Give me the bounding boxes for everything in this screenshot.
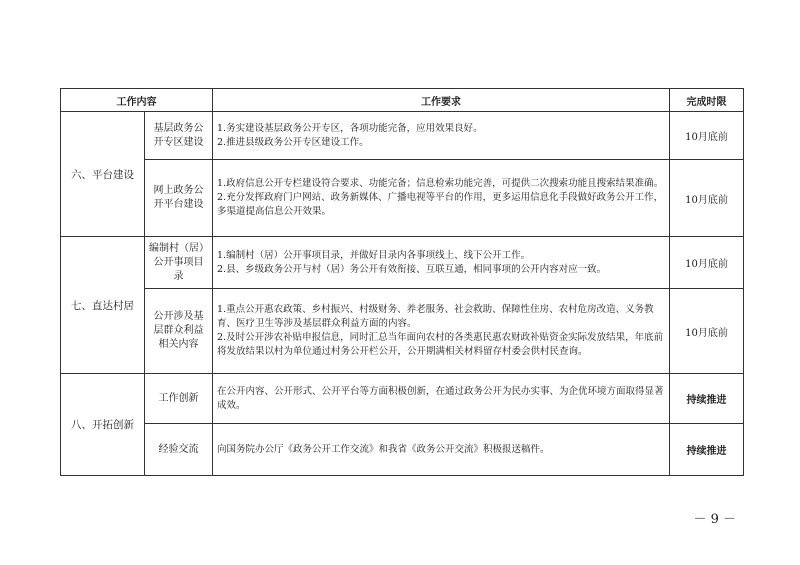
deadline-cell: 10月底前: [670, 237, 744, 289]
requirement-item: 向国务院办公厅《政务公开工作交流》和我省《政务公开交流》积极报送稿件。: [217, 443, 550, 455]
subcategory-line: 相关内容: [158, 339, 199, 350]
table-row: [61, 237, 744, 289]
header-deadline: 完成时限: [670, 89, 744, 112]
requirement-cell: [213, 160, 670, 237]
subcategory-line: 录: [173, 270, 184, 282]
subcategory-line: 层群众利益: [153, 325, 204, 336]
subcategory-cell: [145, 112, 213, 160]
table-row: [61, 424, 744, 476]
requirement-cell: [213, 289, 670, 374]
category-cell: 八、开拓创新: [61, 374, 145, 476]
category-cell: 七、直达村居: [61, 237, 145, 374]
table-row: [61, 112, 744, 160]
requirement-item: 在公开内容、公开形式、公开平台等方面积极创新，在通过政务公开为民办实事、为企优环境方面取得显著成效。: [217, 385, 664, 411]
requirement-item: 1.编制村（居）公开事项目录，并做好目录内各事项线上、线下公开工作。: [217, 249, 531, 261]
deadline-cell: 10月底前: [670, 112, 744, 160]
page-number: － 9 －: [693, 512, 736, 527]
subcategory-cell: [145, 237, 213, 289]
deadline-cell: 持续推进: [670, 374, 744, 424]
subcategory-cell: [145, 160, 213, 237]
subcategory-line: 开平台建设: [153, 199, 204, 210]
subcategory-cell: [145, 374, 213, 424]
requirement-item: 2.推进县级政务公开专区建设工作。: [217, 136, 369, 148]
deadline-cell: 10月底前: [670, 160, 744, 237]
table-row: [61, 289, 744, 374]
requirement-item: 1.务实建设基层政务公开专区，各项功能完备，应用效果良好。: [217, 122, 483, 134]
table-row: [61, 160, 744, 237]
requirement-item: 2.充分发挥政府门户网站、政务新媒体、广播电视等平台的作用，更多运用信息化手段做好政务公开工作，多渠道提高信息公开效果。: [217, 192, 664, 217]
subcategory-line: 工作创新: [158, 392, 199, 404]
table-row: [61, 374, 744, 424]
header-work-requirements: 工作要求: [213, 89, 670, 112]
requirement-cell: [213, 237, 670, 289]
deadline-cell: 持续推进: [670, 424, 744, 476]
subcategory-line: 公开事项目: [153, 256, 204, 268]
subcategory-cell: [145, 289, 213, 374]
requirement-item: 1.重点公开惠农政策、乡村振兴、村级财务、养老服务、社会救助、保障性住房、农村危房改造、义务教育、医疗卫生等涉及基层群众利益方面的内容。: [217, 304, 654, 329]
requirement-item: 2.及时公开涉农补贴申报信息，同时汇总当年面向农村的各类惠民惠农财政补贴资金实际发放结果，年底前将发放结果以村为单位通过村务公开栏公开，公开期满相关材料留存村委会供村民查询。: [217, 332, 664, 357]
subcategory-line: 开专区建设: [153, 136, 204, 148]
header-work-content: 工作内容: [61, 89, 213, 112]
subcategory-line: 经验交流: [158, 443, 199, 455]
subcategory-line: 编制村（居）: [149, 242, 209, 254]
subcategory-line: 网上政务公: [153, 185, 204, 196]
requirement-cell: [213, 424, 670, 476]
subcategory-line: 基层政务公: [153, 122, 204, 134]
subcategory-line: 公开涉及基: [153, 311, 204, 322]
subcategory-cell: [145, 424, 213, 476]
work-requirements-table: [60, 88, 744, 476]
table-header-row: [61, 89, 744, 112]
category-cell: 六、平台建设: [61, 112, 145, 237]
requirement-cell: [213, 374, 670, 424]
requirement-item: 2.县、乡级政务公开与村（居）务公开有效衔接、互联互通，相同事项的公开内容对应一致。: [217, 263, 607, 275]
deadline-cell: 10月底前: [670, 289, 744, 374]
requirement-cell: [213, 112, 670, 160]
requirement-item: 1.政府信息公开专栏建设符合要求、功能完备；信息检索功能完善，可提供二次搜索功能且搜索结果准确。: [217, 178, 664, 189]
